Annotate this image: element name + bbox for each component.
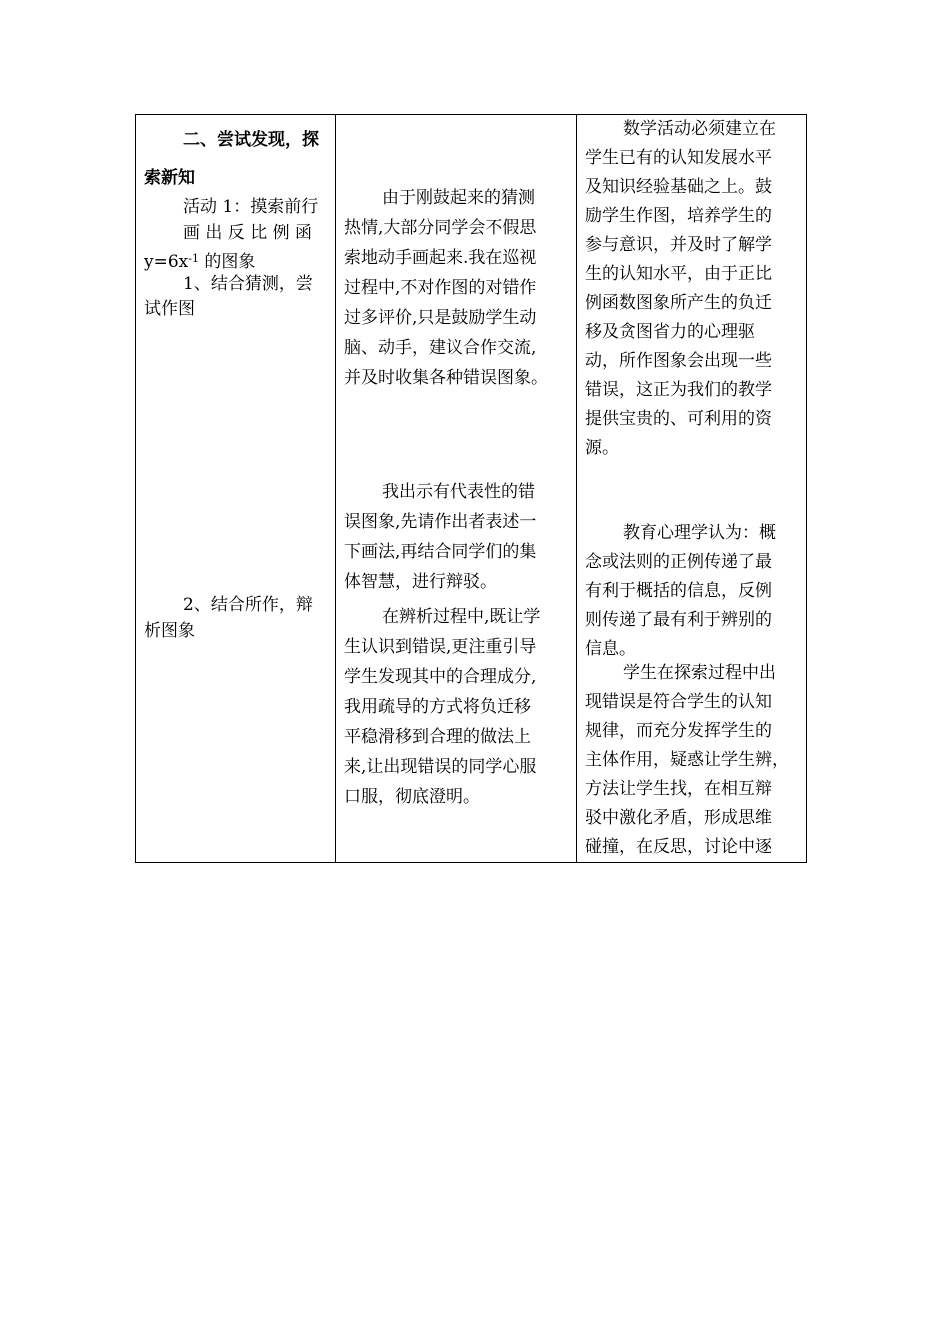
paragraph-line: 学生在探索过程中出 xyxy=(623,663,776,683)
paragraph-line: 下画法,再结合同学们的集 xyxy=(344,542,537,562)
paragraph-line: 励学生作图，培养学生的 xyxy=(585,206,772,226)
step1-line2: 试作图 xyxy=(144,299,195,319)
paragraph-line: 规律，而充分发挥学生的 xyxy=(585,721,772,741)
paragraph-line: 体智慧，进行辩驳。 xyxy=(344,572,497,592)
activity1-line3-suffix: 的图象 xyxy=(198,252,256,272)
paragraph-line: 生认识到错误,更注重引导 xyxy=(344,637,537,657)
paragraph-line: 误图象,先请作出者表述一 xyxy=(344,512,537,532)
paragraph-line: 及知识经验基础之上。鼓 xyxy=(585,177,772,197)
steps-column xyxy=(136,115,335,862)
step2-line2: 析图象 xyxy=(144,621,195,641)
paragraph-line: 生的认知水平，由于正比 xyxy=(585,264,772,284)
paragraph-line: 主体作用，疑惑让学生辨， xyxy=(585,750,789,770)
paragraph-line: 学生已有的认知发展水平 xyxy=(585,148,772,168)
paragraph-line: 教育心理学认为：概 xyxy=(623,523,776,543)
paragraph-line: 参与意识，并及时了解学 xyxy=(585,235,772,255)
paragraph-line: 现错误是符合学生的认知 xyxy=(585,692,772,712)
paragraph-line: 在辨析过程中,既让学 xyxy=(382,607,541,627)
paragraph-line: 我出示有代表性的错 xyxy=(382,482,535,502)
lesson-plan-table xyxy=(135,114,807,863)
activity1-line2 xyxy=(183,220,326,246)
paragraph-line: 索地动手画起来.我在巡视 xyxy=(344,248,537,268)
function-exponent: -1 xyxy=(188,252,199,265)
paragraph-line: 提供宝贵的、可利用的资 xyxy=(585,409,772,429)
paragraph-line: 平稳滑移到合理的做法上 xyxy=(344,727,531,747)
function-formula: y=6x xyxy=(144,252,189,272)
section-heading-line1: 二、尝试发现，探 xyxy=(183,130,319,150)
step1-line1: 1、结合猜测，尝 xyxy=(183,274,313,294)
paragraph-line: 过程中,不对作图的对错作 xyxy=(344,278,537,298)
paragraph-line: 脑、动手，建议合作交流, xyxy=(344,338,537,358)
paragraph-line: 碰撞，在反思，讨论中逐 xyxy=(585,837,772,857)
paragraph-line: 错误，这正为我们的教学 xyxy=(585,380,772,400)
step2-line1: 2、结合所作，辩 xyxy=(183,595,313,615)
paragraph-line: 热情,大部分同学会不假思 xyxy=(344,218,537,238)
paragraph-line: 信息。 xyxy=(585,639,636,659)
paragraph-line: 移及贪图省力的心理驱 xyxy=(585,322,755,342)
paragraph-line: 方法让学生找，在相互辩 xyxy=(585,779,772,799)
paragraph-line: 并及时收集各种错误图象。 xyxy=(344,368,548,388)
paragraph-line: 有利于概括的信息，反例 xyxy=(585,581,772,601)
paragraph-line: 我用疏导的方式将负迁移 xyxy=(344,697,531,717)
paragraph-line: 口服，彻底澄明。 xyxy=(344,787,480,807)
activity1-line2-text: 画 出 反 比 例 函 xyxy=(183,223,313,243)
paragraph-line: 学生发现其中的合理成分, xyxy=(344,667,537,687)
paragraph-line: 驳中激化矛盾，形成思维 xyxy=(585,808,772,828)
paragraph-line: 数学活动必须建立在 xyxy=(623,119,776,139)
paragraph-line: 由于刚鼓起来的猜测 xyxy=(382,188,535,208)
teacher-activity-column xyxy=(336,115,576,862)
paragraph-line: 则传递了最有利于辨别的 xyxy=(585,610,772,630)
paragraph-line: 过多评价,只是鼓励学生动 xyxy=(344,308,537,328)
section-heading-line2: 索新知 xyxy=(144,168,195,188)
activity1-line1: 活动 1：摸索前行 xyxy=(183,197,319,217)
paragraph-line: 念或法则的正例传递了最 xyxy=(585,552,772,572)
paragraph-line: 例函数图象所产生的负迁 xyxy=(585,293,772,313)
paragraph-line: 源。 xyxy=(585,438,619,458)
paragraph-line: 来,让出现错误的同学心服 xyxy=(344,757,537,777)
paragraph-line: 动，所作图象会出现一些 xyxy=(585,351,772,371)
design-rationale-column xyxy=(577,115,807,862)
